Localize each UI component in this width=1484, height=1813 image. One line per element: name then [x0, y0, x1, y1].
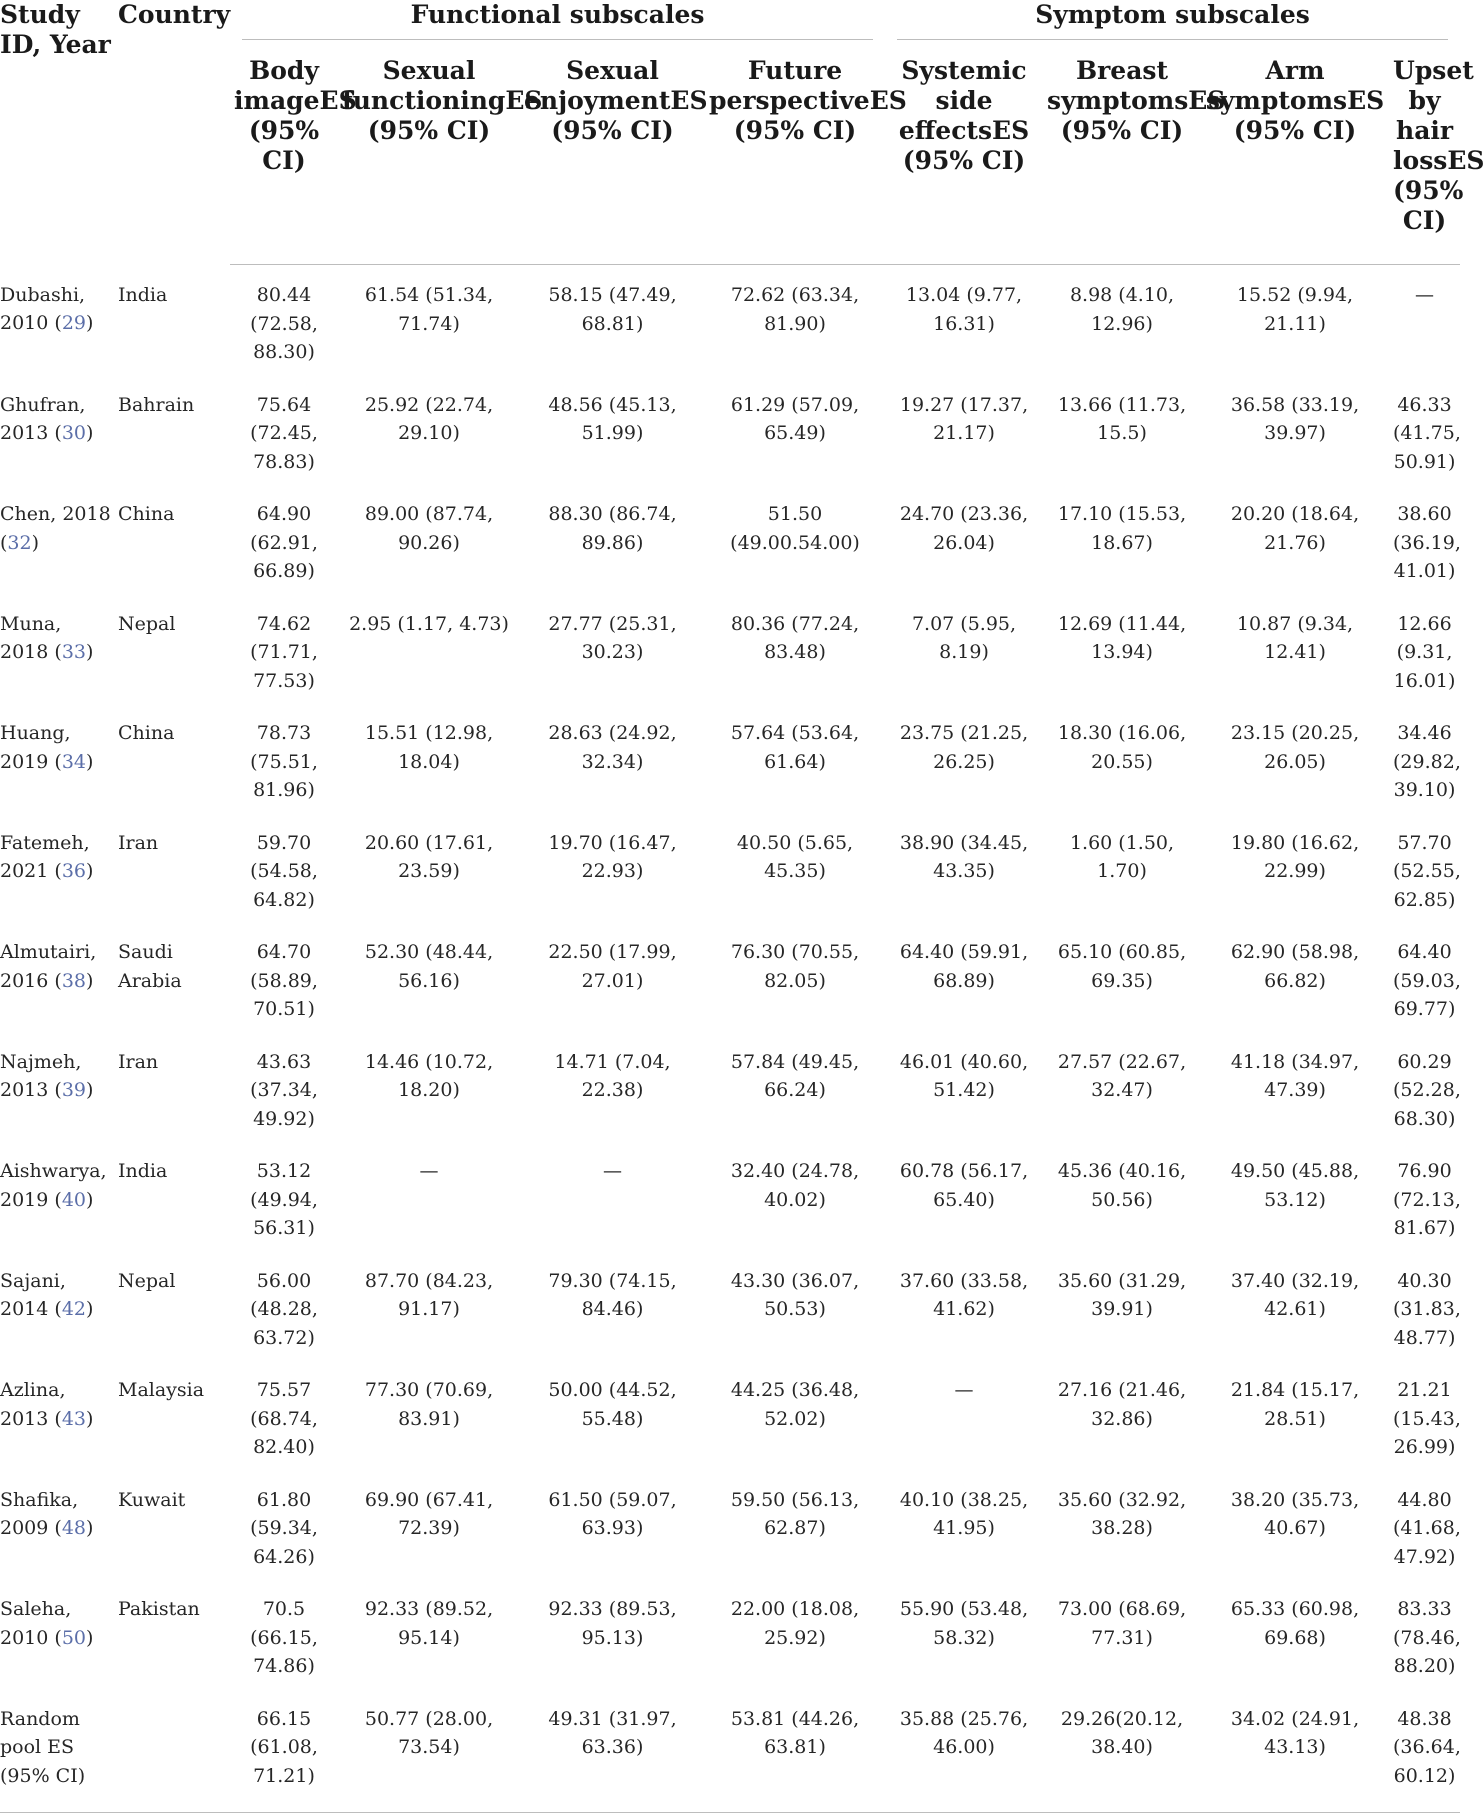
reference-close-paren: ) [86, 1079, 94, 1101]
arm-symptoms-header: Arm symptomsES (95% CI) [1201, 40, 1389, 265]
reference-link[interactable]: 32 [7, 531, 32, 554]
body-image-cell: 70.5 (66.15, 74.86) [250, 1598, 318, 1677]
future-perspective-cell: 22.00 (18.08, 25.92) [730, 1598, 860, 1649]
future-perspective-cell: 76.30 (70.55, 82.05) [730, 941, 860, 992]
study-id-cell [0, 484, 118, 594]
country-cell: Iran [118, 1050, 159, 1073]
body-image-cell: 66.15 (61.08, 71.21) [230, 1689, 338, 1813]
reference-link[interactable]: 38 [61, 969, 86, 992]
study-label: Najmeh, 2013 ( [0, 1050, 82, 1101]
body-image-cell: 75.57 (68.74, 82.40) [250, 1379, 318, 1458]
sexual-enjoyment-cell: 50.00 (44.52, 55.48) [548, 1379, 677, 1430]
reference-close-paren: ) [86, 860, 94, 882]
sexual-enjoyment-cell: 19.70 (16.47, 22.93) [548, 831, 677, 882]
systemic-side-effects-header: Systemic side effectsES (95% CI) [885, 40, 1043, 265]
sexual-enjoyment-cell: 92.33 (89.53, 95.13) [548, 1598, 677, 1649]
sexual-functioning-cell: 61.54 (51.34, 71.74) [364, 284, 494, 335]
sexual-enjoyment-cell: 27.77 (25.31, 30.23) [548, 612, 677, 663]
sexual-enjoyment-cell: 49.31 (31.97, 63.36) [520, 1689, 705, 1813]
breast-symptoms-cell: 12.69 (11.44, 13.94) [1057, 612, 1187, 663]
reference-close-paren: ) [86, 1188, 94, 1211]
sexual-functioning-cell: 14.46 (10.72, 18.20) [364, 1050, 494, 1101]
future-perspective-cell: 61.29 (57.09, 65.49) [730, 393, 860, 444]
reference-close-paren: ) [86, 750, 94, 773]
sexual-functioning-cell: 2.95 (1.17, 4.73) [349, 612, 509, 635]
sexual-functioning-cell: 87.70 (84.23, 91.17) [364, 1269, 494, 1320]
body-image-cell: 80.44 (72.58, 88.30) [250, 284, 318, 363]
study-id-cell [0, 1141, 118, 1251]
functional-subscales-header [230, 0, 885, 40]
sexual-enjoyment-cell: 28.63 (24.92, 32.34) [548, 722, 677, 773]
systemic-side-effects-cell: 23.75 (21.25, 26.25) [899, 722, 1029, 773]
reference-link[interactable]: 34 [61, 750, 86, 773]
future-perspective-cell: 51.50 (49.00.54.00) [730, 503, 860, 554]
breast-symptoms-cell: 35.60 (32.92, 38.28) [1057, 1488, 1187, 1539]
sexual-enjoyment-cell: — [603, 1160, 622, 1182]
table-row [0, 375, 1460, 485]
sexual-enjoyment-cell: 61.50 (59.07, 63.93) [548, 1488, 677, 1539]
table-row [0, 922, 1460, 1032]
reference-link[interactable]: 50 [61, 1626, 86, 1649]
body-image-cell: 43.63 (37.34, 49.92) [250, 1050, 318, 1130]
study-id-cell [0, 1579, 118, 1689]
systemic-side-effects-cell: 13.04 (9.77, 16.31) [905, 284, 1023, 335]
systemic-side-effects-cell: 40.10 (38.25, 41.95) [899, 1488, 1029, 1539]
sexual-functioning-cell: 15.51 (12.98, 18.04) [364, 722, 494, 773]
sexual-enjoyment-cell: 58.15 (47.49, 68.81) [548, 284, 677, 335]
sexual-enjoyment-cell: 48.56 (45.13, 51.99) [548, 393, 677, 444]
systemic-side-effects-cell: 35.88 (25.76, 46.00) [885, 1689, 1043, 1813]
reference-link[interactable]: 39 [61, 1079, 86, 1101]
future-perspective-cell: 53.81 (44.26, 63.81) [705, 1689, 885, 1813]
reference-close-paren: ) [86, 422, 94, 444]
breast-symptoms-cell: 73.00 (68.69, 77.31) [1057, 1598, 1187, 1649]
upset-by-hair-loss-cell: 76.90 (72.13, 81.67) [1393, 1160, 1461, 1239]
study-id-cell [0, 594, 118, 704]
study-label: Aishwarya, 2019 ( [0, 1160, 107, 1211]
body-image-cell: 61.80 (59.34, 64.26) [250, 1488, 318, 1568]
table-row [0, 1251, 1460, 1361]
table-row [0, 265, 1460, 375]
upset-by-hair-loss-cell: 64.40 (59.03, 69.77) [1393, 941, 1461, 1020]
study-id-cell [0, 1470, 118, 1580]
country-cell: Bahrain [118, 393, 195, 416]
upset-by-hair-loss-cell: 12.66 (9.31, 16.01) [1393, 612, 1456, 692]
table-row [0, 484, 1460, 594]
reference-close-paren: ) [86, 1407, 94, 1430]
country-cell: Iran [118, 831, 159, 854]
arm-symptoms-cell: 19.80 (16.62, 22.99) [1230, 831, 1360, 882]
arm-symptoms-cell: 21.84 (15.17, 28.51) [1230, 1379, 1360, 1430]
table-row [0, 594, 1460, 704]
systemic-side-effects-cell: 19.27 (17.37, 21.17) [899, 393, 1029, 444]
study-id-cell [0, 703, 118, 813]
systemic-side-effects-cell: 55.90 (53.48, 58.32) [899, 1598, 1029, 1649]
arm-symptoms-cell: 34.02 (24.91, 43.13) [1201, 1689, 1389, 1813]
reference-close-paren: ) [86, 969, 94, 992]
country-cell: Malaysia [118, 1379, 205, 1401]
symptom-subscales-label: Symptom subscales [1035, 0, 1310, 29]
reference-link[interactable]: 36 [61, 860, 86, 882]
study-id-cell [0, 813, 118, 923]
upset-by-hair-loss-cell: 38.60 (36.19, 41.01) [1393, 503, 1461, 582]
study-id-cell [0, 375, 118, 485]
upset-by-hair-loss-cell: 46.33 (41.75, 50.91) [1393, 393, 1461, 473]
systemic-side-effects-cell: 7.07 (5.95, 8.19) [911, 612, 1017, 663]
study-id-cell [0, 922, 118, 1032]
study-label: Random pool ES (95% CI) [0, 1707, 86, 1787]
study-label: Saleha, 2010 ( [0, 1598, 72, 1649]
upset-by-hair-loss-cell: 83.33 (78.46, 88.20) [1393, 1598, 1461, 1677]
arm-symptoms-cell: 23.15 (20.25, 26.05) [1230, 722, 1360, 773]
table-row [0, 1360, 1460, 1470]
table-body [0, 265, 1460, 1813]
study-label: Muna, 2018 ( [0, 612, 62, 663]
systemic-side-effects-cell: 24.70 (23.36, 26.04) [899, 503, 1029, 554]
study-label: Almutairi, 2016 ( [0, 941, 97, 992]
country-cell: Kuwait [118, 1488, 186, 1511]
reference-link[interactable]: 33 [61, 641, 86, 663]
study-label: Fatemeh, 2021 ( [0, 831, 90, 882]
country-cell: Nepal [118, 612, 176, 635]
arm-symptoms-cell: 36.58 (33.19, 39.97) [1230, 393, 1360, 444]
systemic-side-effects-cell: 60.78 (56.17, 65.40) [899, 1160, 1029, 1211]
study-id-cell [0, 1360, 118, 1470]
body-image-header: Body imageES (95% CI) [230, 40, 338, 265]
breast-symptoms-cell: 27.16 (21.46, 32.86) [1057, 1379, 1187, 1430]
breast-symptoms-cell: 65.10 (60.85, 69.35) [1057, 941, 1187, 992]
arm-symptoms-cell: 20.20 (18.64, 21.76) [1230, 503, 1360, 554]
reference-link[interactable]: 29 [61, 312, 86, 334]
reference-link[interactable]: 43 [61, 1407, 86, 1430]
reference-close-paren: ) [86, 1517, 94, 1539]
breast-symptoms-cell: 1.60 (1.50, 1.70) [1069, 831, 1175, 882]
body-image-cell: 59.70 (54.58, 64.82) [250, 831, 318, 911]
systemic-side-effects-cell: 64.40 (59.91, 68.89) [899, 941, 1029, 992]
upset-by-hair-loss-cell: 40.30 (31.83, 48.77) [1393, 1269, 1461, 1349]
sexual-functioning-cell: 69.90 (67.41, 72.39) [364, 1488, 494, 1539]
country-cell [118, 1689, 230, 1813]
systemic-side-effects-cell: 46.01 (40.60, 51.42) [899, 1050, 1029, 1101]
reference-close-paren: ) [86, 641, 94, 663]
arm-symptoms-cell: 38.20 (35.73, 40.67) [1230, 1488, 1360, 1539]
sexual-functioning-cell: 89.00 (87.74, 90.26) [364, 503, 494, 554]
reference-link[interactable]: 42 [61, 1298, 86, 1320]
systemic-side-effects-cell: — [954, 1379, 974, 1401]
future-perspective-cell: 72.62 (63.34, 81.90) [730, 284, 860, 335]
study-label: Ghufran, 2013 ( [0, 393, 86, 444]
table-row [0, 1579, 1460, 1689]
body-image-cell: 75.64 (72.45, 78.83) [250, 393, 318, 473]
sexual-functioning-cell: — [419, 1160, 439, 1182]
study-id-header: Study ID, Year [0, 0, 111, 59]
breast-symptoms-cell: 18.30 (16.06, 20.55) [1057, 722, 1187, 773]
sexual-enjoyment-cell: 88.30 (86.74, 89.86) [548, 503, 677, 554]
body-image-cell: 78.73 (75.51, 81.96) [250, 722, 318, 801]
study-label: Azlina, 2013 ( [0, 1379, 66, 1430]
systemic-side-effects-cell: 38.90 (34.45, 43.35) [899, 831, 1029, 882]
future-perspective-cell: 40.50 (5.65, 45.35) [736, 831, 854, 882]
reference-close-paren: ) [86, 1626, 94, 1649]
upset-by-hair-loss-cell: 60.29 (52.28, 68.30) [1393, 1050, 1461, 1130]
country-cell: India [118, 1160, 168, 1182]
sexual-functioning-cell: 52.30 (48.44, 56.16) [364, 941, 494, 992]
country-header: Country [118, 0, 231, 29]
breast-symptoms-cell: 27.57 (22.67, 32.47) [1057, 1050, 1187, 1101]
study-id-cell [0, 1032, 118, 1142]
arm-symptoms-cell: 37.40 (32.19, 42.61) [1230, 1269, 1360, 1320]
study-label: Huang, 2019 ( [0, 722, 71, 773]
reference-link[interactable]: 48 [61, 1517, 86, 1539]
reference-link[interactable]: 30 [61, 422, 86, 444]
reference-close-paren: ) [86, 1298, 94, 1320]
upset-by-hair-loss-cell: 48.38 (36.64, 60.12) [1389, 1689, 1460, 1813]
study-id-cell [0, 1251, 118, 1361]
body-image-cell: 74.62 (71.71, 77.53) [250, 612, 318, 692]
table-row [0, 1032, 1460, 1142]
sexual-enjoyment-cell: 14.71 (7.04, 22.38) [554, 1050, 671, 1101]
table-row [0, 813, 1460, 923]
upset-by-hair-loss-cell: — [1415, 284, 1435, 306]
upset-by-hair-loss-cell: 44.80 (41.68, 47.92) [1393, 1488, 1461, 1568]
future-perspective-cell: 44.25 (36.48, 52.02) [730, 1379, 860, 1430]
sexual-functioning-cell: 50.77 (28.00, 73.54) [338, 1689, 520, 1813]
table-row [0, 1141, 1460, 1251]
study-label: Chen, 2018 ( [0, 503, 111, 554]
sexual-functioning-header: Sexual functioningES (95% CI) [338, 40, 520, 265]
sexual-functioning-cell: 77.30 (70.69, 83.91) [364, 1379, 494, 1430]
country-cell: Pakistan [118, 1598, 200, 1620]
sexual-functioning-cell: 20.60 (17.61, 23.59) [364, 831, 494, 882]
arm-symptoms-cell: 15.52 (9.94, 21.11) [1236, 284, 1354, 335]
upset-by-hair-loss-cell: 21.21 (15.43, 26.99) [1393, 1379, 1461, 1458]
study-label: Shafika, 2009 ( [0, 1488, 79, 1539]
table-row [0, 1689, 1460, 1813]
breast-symptoms-cell: 17.10 (15.53, 18.67) [1057, 503, 1187, 554]
country-cell: India [118, 283, 168, 306]
symptom-subscales-header [885, 0, 1460, 40]
breast-symptoms-cell: 45.36 (40.16, 50.56) [1057, 1160, 1187, 1211]
future-perspective-cell: 43.30 (36.07, 50.53) [730, 1269, 860, 1320]
country-cell: Nepal [118, 1269, 176, 1292]
future-perspective-header: Future perspectiveES (95% CI) [705, 40, 885, 265]
future-perspective-cell: 80.36 (77.24, 83.48) [730, 612, 860, 663]
sexual-enjoyment-cell: 79.30 (74.15, 84.46) [548, 1269, 677, 1320]
study-label: Sajani, 2014 ( [0, 1269, 66, 1320]
body-image-cell: 64.90 (62.91, 66.89) [250, 503, 318, 582]
upset-by-hair-loss-cell: 34.46 (29.82, 39.10) [1393, 722, 1461, 801]
country-cell: China [118, 503, 175, 525]
breast-symptoms-cell: 8.98 (4.10, 12.96) [1069, 284, 1175, 335]
reference-link[interactable]: 40 [61, 1188, 86, 1211]
reference-close-paren: ) [86, 312, 94, 334]
future-perspective-cell: 57.64 (53.64, 61.64) [730, 722, 860, 773]
study-id-cell [0, 265, 118, 375]
country-cell: China [118, 722, 175, 744]
arm-symptoms-cell: 41.18 (34.97, 47.39) [1230, 1050, 1360, 1101]
table-row [0, 1470, 1460, 1580]
body-image-cell: 56.00 (48.28, 63.72) [250, 1269, 318, 1349]
country-cell: Saudi Arabia [118, 941, 182, 992]
systemic-side-effects-cell: 37.60 (33.58, 41.62) [899, 1269, 1029, 1320]
reference-close-paren: ) [31, 531, 40, 554]
upset-by-hair-loss-header: Upset by hair lossES (95% CI) [1389, 40, 1460, 265]
functional-subscales-label: Functional subscales [410, 0, 705, 29]
breast-symptoms-cell: 29.26(20.12, 38.40) [1043, 1689, 1201, 1813]
body-image-cell: 53.12 (49.94, 56.31) [250, 1160, 318, 1239]
body-image-cell: 64.70 (58.89, 70.51) [250, 941, 318, 1020]
table-row [0, 703, 1460, 813]
sexual-enjoyment-cell: 22.50 (17.99, 27.01) [548, 941, 677, 992]
future-perspective-cell: 32.40 (24.78, 40.02) [730, 1160, 860, 1211]
upset-by-hair-loss-cell: 57.70 (52.55, 62.85) [1393, 831, 1461, 911]
sexual-functioning-cell: 92.33 (89.52, 95.14) [364, 1598, 494, 1649]
future-perspective-cell: 59.50 (56.13, 62.87) [730, 1488, 860, 1539]
arm-symptoms-cell: 10.87 (9.34, 12.41) [1236, 612, 1354, 663]
breast-symptoms-header: Breast symptomsES (95% CI) [1043, 40, 1201, 265]
future-perspective-cell: 57.84 (49.45, 66.24) [730, 1050, 860, 1101]
study-id-cell [0, 1689, 118, 1813]
sexual-functioning-cell: 25.92 (22.74, 29.10) [364, 393, 494, 444]
study-label: Dubashi, 2010 ( [0, 283, 86, 334]
arm-symptoms-cell: 62.90 (58.98, 66.82) [1230, 941, 1360, 992]
breast-symptoms-cell: 13.66 (11.73, 15.5) [1057, 393, 1187, 444]
arm-symptoms-cell: 49.50 (45.88, 53.12) [1230, 1160, 1360, 1211]
sexual-enjoyment-header: Sexual enjoymentES (95% CI) [520, 40, 705, 265]
arm-symptoms-cell: 65.33 (60.98, 69.68) [1230, 1598, 1360, 1649]
breast-symptoms-cell: 35.60 (31.29, 39.91) [1057, 1269, 1187, 1320]
